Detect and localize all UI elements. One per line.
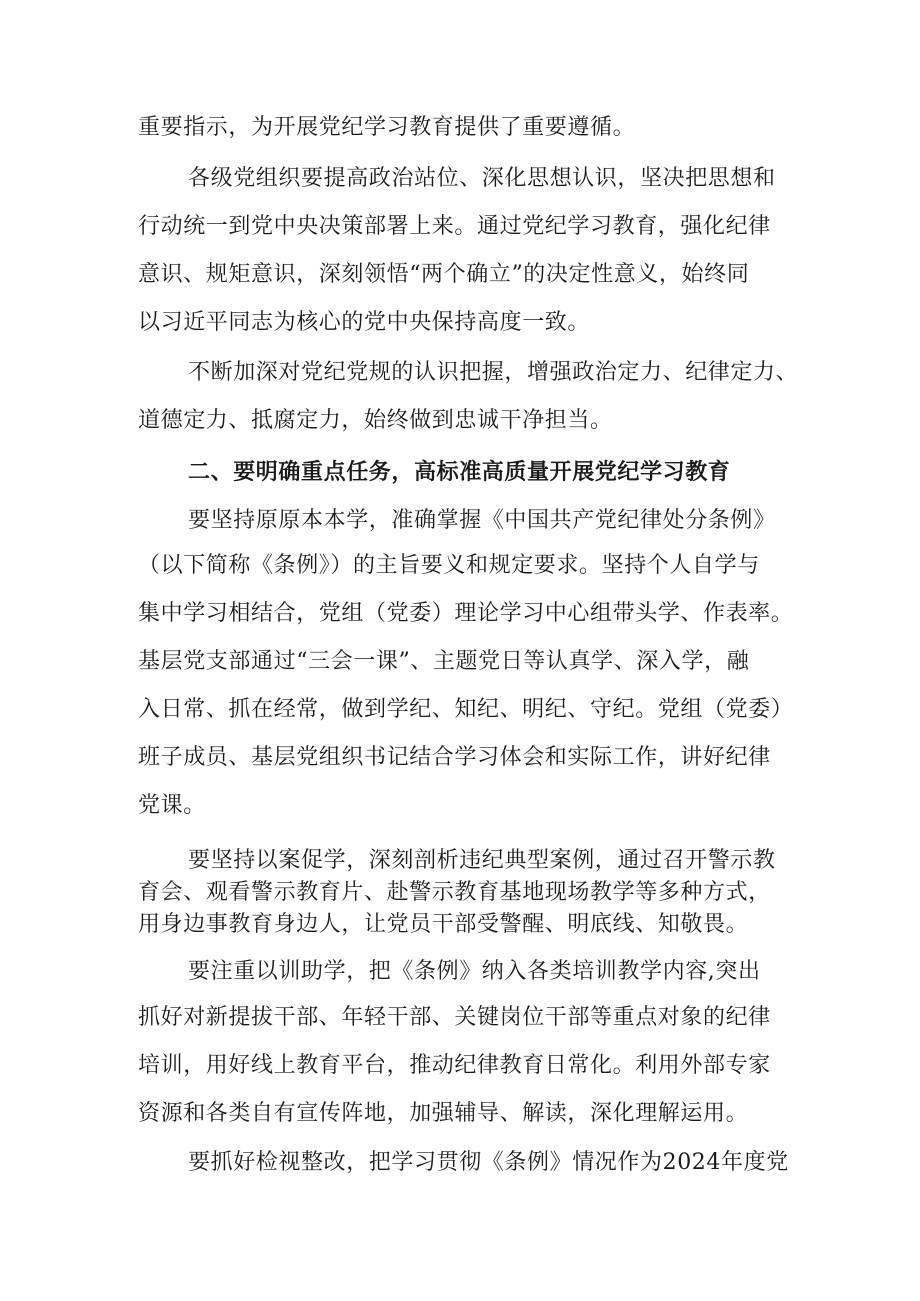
text-line: 入日常、抓在经常，做到学纪、知纪、明纪、守纪。党组（党委）: [138, 697, 794, 722]
text-line: 班子成员、基层党组织书记结合学习体会和实际工作，讲好纪律: [138, 745, 771, 770]
text-line: 党课。: [138, 793, 206, 818]
text-line: 育会、观看警示教育片、赴警示教育基地现场教学等多种方式，: [138, 880, 771, 905]
text-line: 用身边事教育身边人，让党员干部受警醒、明底线、知敬畏。: [138, 912, 749, 937]
paragraph-first-line: 各级党组织要提高政治站位、深化思想认识，坚决把思想和: [188, 166, 776, 191]
text-line: 培训，用好线上教育平台，推动纪律教育日常化。利用外部专家: [138, 1053, 771, 1078]
text-line: 资源和各类自有宣传阵地，加强辅导、解读，深化理解运用。: [138, 1101, 749, 1126]
text-line: 以习近平同志为核心的党中央保持高度一致。: [138, 310, 591, 335]
text-line: 抓好对新提拔干部、年轻干部、关键岗位干部等重点对象的纪律: [138, 1005, 771, 1030]
paragraph-first-line: 不断加深对党纪党规的认识把握，增强政治定力、纪律定力、: [188, 360, 799, 385]
text-line: 行动统一到党中央决策部署上来。通过党纪学习教育，强化纪律: [138, 214, 771, 239]
paragraph-first-line: 要注重以训助学，把《条例》纳入各类培训教学内容,突出: [188, 959, 761, 984]
text-line: （以下简称《条例》）的主旨要义和规定要求。坚持个人自学与: [138, 553, 760, 578]
paragraph-first-line: 要坚持以案促学，深刻剖析违纪典型案例，通过召开警示教: [188, 848, 776, 873]
text-line: 基层党支部通过“三会一课”、主题党日等认真学、深入学，融: [138, 649, 750, 674]
text-line: 集中学习相结合，党组（党委）理论学习中心组带头学、作表率。: [138, 601, 794, 626]
text-line: 道德定力、抵腐定力，始终做到忠诚干净担当。: [138, 408, 613, 433]
text-line: 重要指示，为开展党纪学习教育提供了重要遵循。: [138, 115, 636, 140]
text-line: 意识、规矩意识，深刻领悟“两个确立”的决定性意义，始终同: [138, 262, 750, 287]
paragraph-first-line: 要抓好检视整改，把学习贯彻《条例》情况作为2024年度党: [188, 1150, 789, 1175]
section-heading: 二、要明确重点任务，高标准高质量开展党纪学习教育: [188, 459, 731, 485]
paragraph-first-line: 要坚持原原本本学，准确掌握《中国共产党纪律处分条例》: [188, 508, 776, 533]
